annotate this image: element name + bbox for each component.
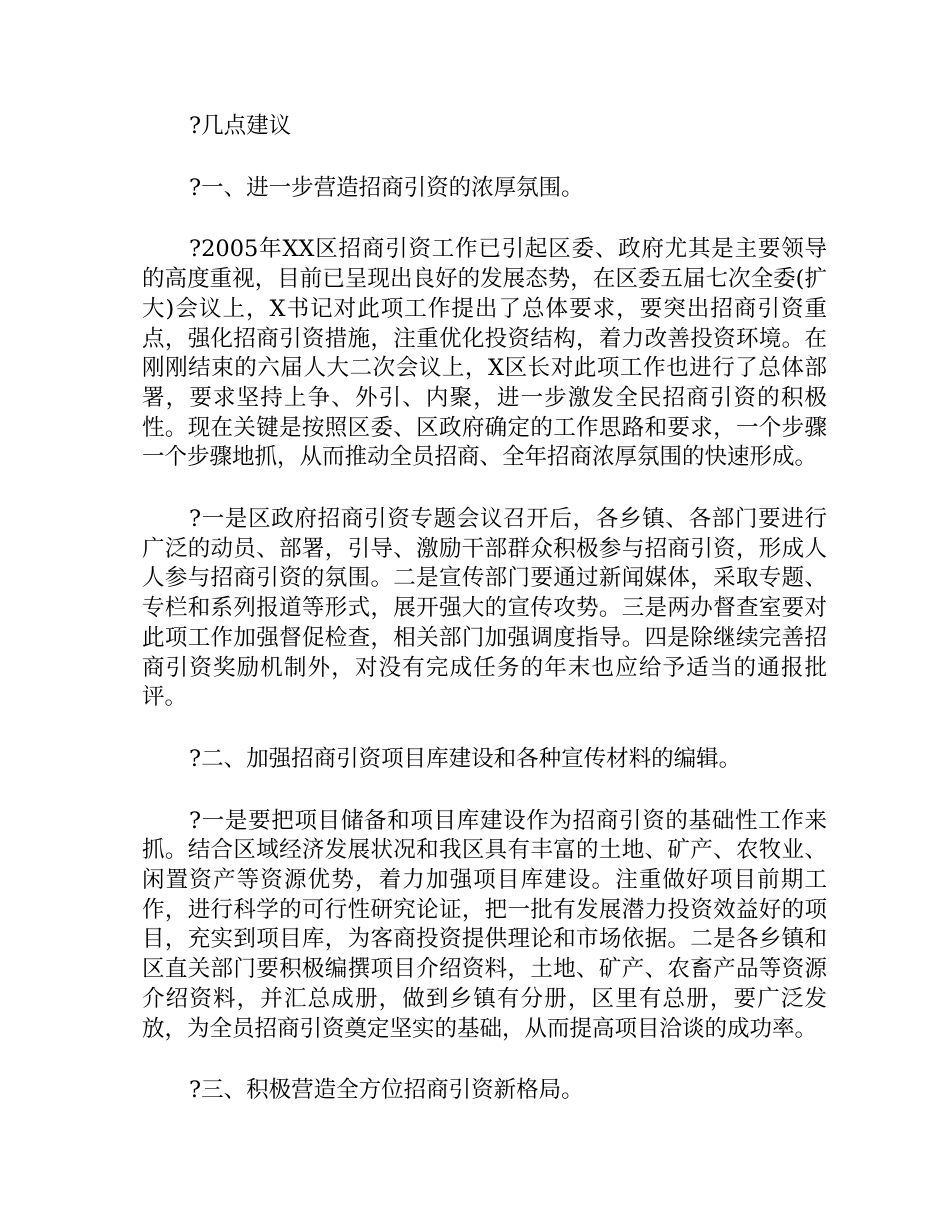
section-heading-3: ?三、积极营造全方位招商引资新格局。: [189, 1077, 584, 1104]
body-paragraph: ?一是区政府招商引资专题会议召开后，各乡镇、各部门要进行广泛的动员、部署，引导、激励干部群众积极参与招商引资，形成人人参与招商引资的氛围。二是宣传部门要通过新闻媒体，采取专题、专栏和系列报道等形式，展开强大的宣传攻势。三是两办督查室要对此项工作加强督促检查，相关部门加强调度指导。四是除继续完善招商引资奖励机制外，对没有完成任务的年末也应给予适当的通报批评。: [142, 506, 827, 711]
section-heading-suggestions: ?几点建议: [189, 113, 292, 139]
section-heading-1: ?一、进一步营造招商引资的浓厚氛围。: [189, 174, 584, 201]
document-body: [142, 112, 827, 1138]
section-heading-2: ?二、加强招商引资项目库建设和各种宣传材料的编辑。: [189, 745, 742, 772]
body-paragraph: ?2005年XX区招商引资工作已引起区委、政府尤其是主要领导的高度重视，目前已呈现出良好的发展态势，在区委五届七次全委(扩大)会议上，X书记对此项工作提出了总体要求，要突出招商引资重点，强化招商引资措施，注重优化投资结构，着力改善投资环境。在刚刚结束的六届人大二次会议上，X区长对此项工作也进行了总体部署，要求坚持上争、外引、内聚，进一步激发全民招商引资的积极性。现在关键是按照区委、区政府确定的工作思路和要求，一个步骤一个步骤地抓，从而推动全员招商、全年招商浓厚氛围的快速形成。: [142, 236, 827, 471]
body-paragraph: ?一是要把项目储备和项目库建设作为招商引资的基础性工作来抓。结合区域经济发展状况和我区具有丰富的土地、矿产、农牧业、闲置资产等资源优势，着力加强项目库建设。注重做好项目前期工作，进行科学的可行性研究论证，把一批有发展潜力投资效益好的项目，充实到项目库，为客商投资提供理论和市场依据。二是各乡镇和区直关部门要积极编撰项目介绍资料，土地、矿产、农畜产品等资源介绍资料，并汇总成册，做到乡镇有分册，区里有总册，要广泛发放，为全员招商引资奠定坚实的基础，从而提高项目洽谈的成功率。: [142, 807, 827, 1042]
